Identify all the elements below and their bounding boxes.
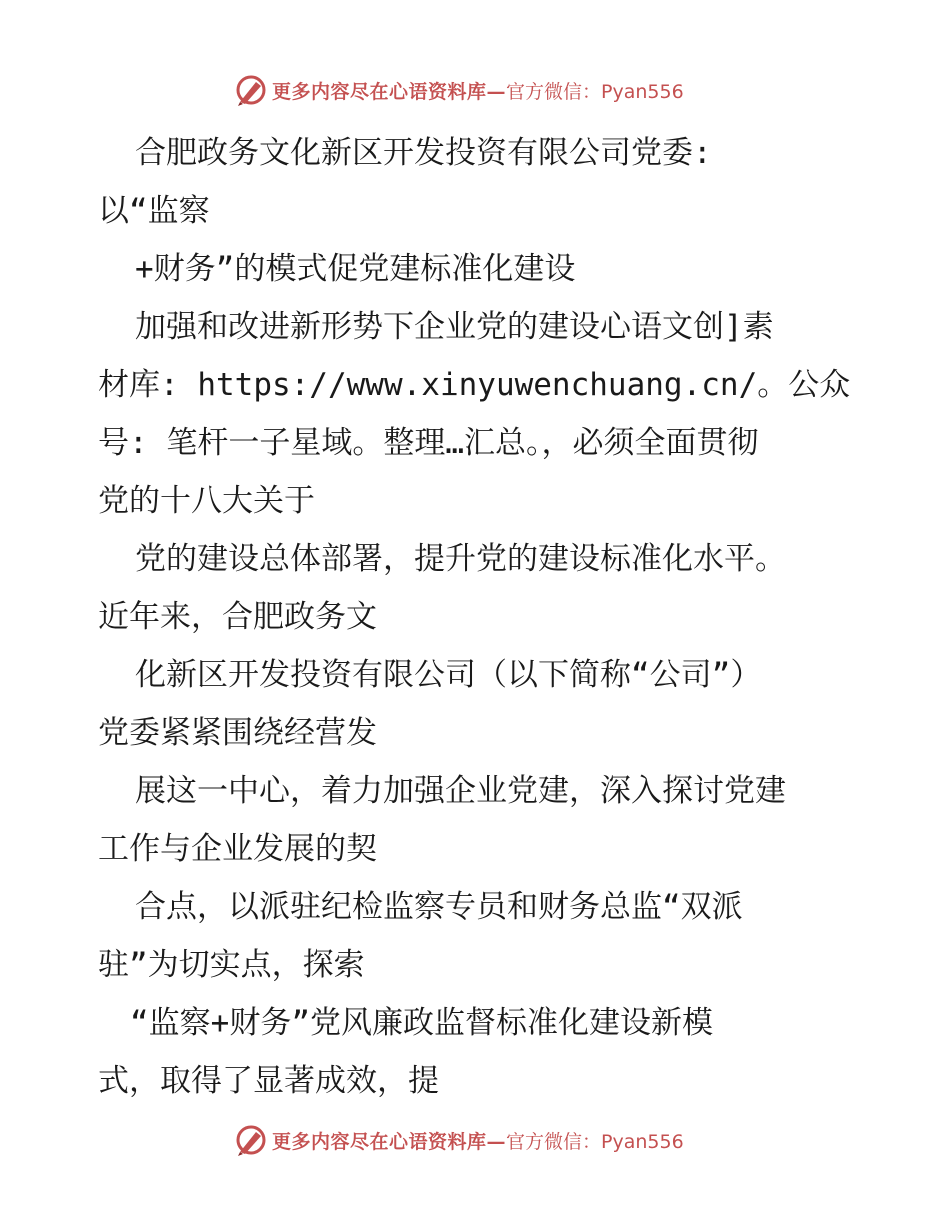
doc-line: 近年来，合肥政务文	[98, 599, 377, 635]
banner-text: 更多内容尽在心语资料库—	[272, 80, 507, 103]
doc-line: 党委紧紧围绕经营发	[98, 715, 377, 751]
doc-line: 材库: https://www.xinyuwenchuang.cn/。公众	[98, 367, 851, 403]
document-body	[98, 124, 878, 1110]
doc-line: 党的建设总体部署，提升党的建设标准化水平。	[135, 541, 786, 577]
doc-line: 工作与企业发展的契	[98, 831, 377, 867]
pen-logo-icon	[234, 1123, 268, 1157]
doc-line: 合肥政务文化新区开发投资有限公司党委:	[135, 135, 712, 171]
doc-line: 以“监察	[98, 193, 210, 229]
doc-line: 式，取得了显著成效，提	[98, 1063, 439, 1099]
banner-text: 更多内容尽在心语资料库—	[272, 1130, 507, 1153]
header-banner	[234, 72, 734, 108]
doc-line: 党的十八大关于	[98, 483, 315, 519]
doc-line: 驻”为切实点，探索	[98, 947, 365, 983]
doc-line: “监察+财务”党风廉政监督标准化建设新模	[130, 1005, 713, 1041]
pen-logo-icon	[234, 73, 268, 107]
banner-wechat: 官方微信：Pyan556	[506, 1130, 684, 1153]
footer-banner	[234, 1122, 734, 1158]
banner-wechat: 官方微信：Pyan556	[506, 80, 684, 103]
doc-line: 化新区开发投资有限公司（以下简称“公司”）	[135, 657, 762, 693]
doc-line: 加强和改进新形势下企业党的建设心语文创]素	[135, 309, 774, 345]
doc-line: +财务”的模式促党建标准化建设	[135, 251, 576, 287]
doc-line: 合点，以派驻纪检监察专员和财务总监“双派	[135, 889, 743, 925]
doc-line: 展这一中心，着力加强企业党建，深入探讨党建	[135, 773, 786, 809]
doc-line: 号: 笔杆一子星域。整理…汇总。，必须全面贯彻	[98, 425, 759, 461]
